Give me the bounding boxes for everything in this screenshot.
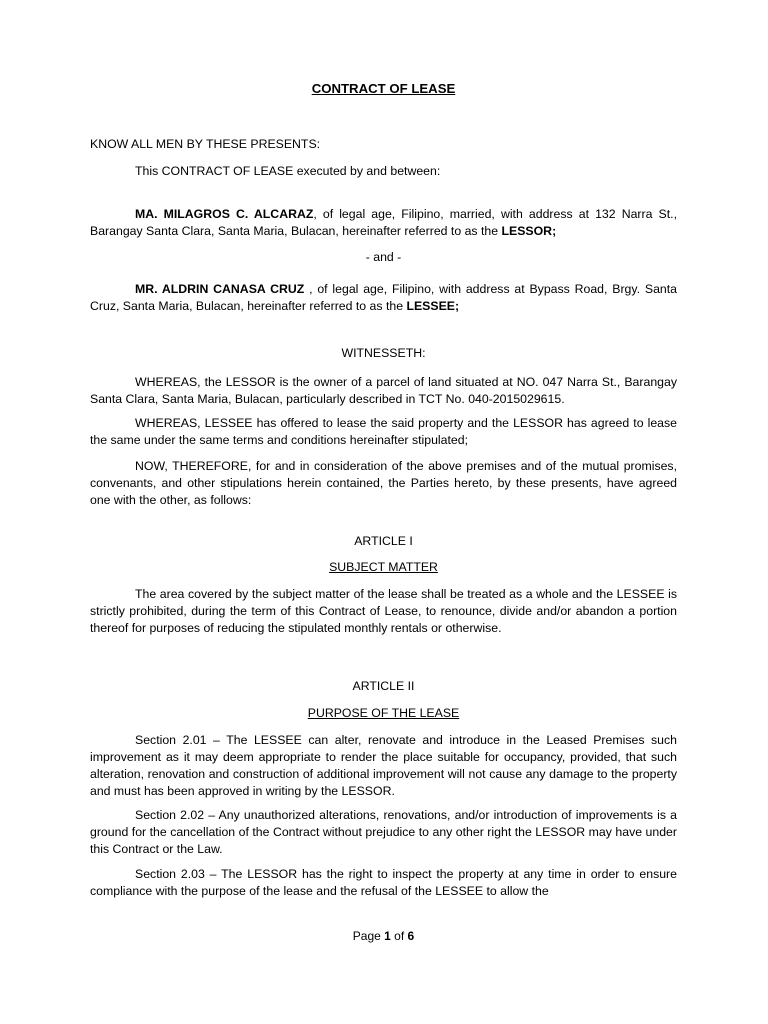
section-2-01-text: Section 2.01 – The LESSEE can alter, renovate and introduce in the Leased Premises such improvement as it may deem appropriate to render the place suitable for occupancy, provided, that such alteration, renovation and construction of additional improvement will not cause any damage to the property and must has been approved in writing by the LESSOR. — [90, 733, 677, 798]
section-2-03-paragraph — [90, 866, 677, 900]
document-title: CONTRACT OF LEASE — [311, 81, 456, 96]
whereas-2-text: WHEREAS, LESSEE has offered to lease the said property and the LESSOR has agreed to lease the same under the same terms and conditions hereinafter stipulated; — [90, 416, 677, 447]
whereas-paragraph-2 — [90, 415, 677, 449]
lessee-paragraph — [90, 281, 677, 315]
lessee-details: , of legal age, Filipino, with address at Bypass Road, Brgy. Santa Cruz, Santa Maria, Bulacan, hereinafter referred to as the — [90, 282, 677, 313]
article-1-label: ARTICLE I — [354, 534, 413, 548]
lessee-role: LESSEE; — [406, 299, 460, 313]
and-separator: - and - — [365, 250, 402, 264]
lessee-name: MR. ALDRIN CANASA CRUZ — [135, 282, 305, 296]
now-therefore-paragraph — [90, 458, 677, 509]
section-2-01-paragraph — [90, 732, 677, 800]
executed-line: This CONTRACT OF LEASE executed by and between: — [135, 164, 441, 178]
footer-page-word: Page — [352, 929, 381, 943]
now-therefore-text: NOW, THEREFORE, for and in consideration of the above premises and of the mutual promises, convenants, and other stipulations herein contained, the Parties hereto, by these presents, have agreed one with the other, as follows: — [90, 459, 677, 507]
article-1-heading: SUBJECT MATTER — [329, 560, 438, 574]
lessor-name: MA. MILAGROS C. ALCARAZ — [135, 207, 314, 221]
article-2-label: ARTICLE II — [352, 679, 415, 693]
page-footer — [90, 929, 677, 943]
lessor-paragraph — [90, 206, 677, 240]
section-2-03-text: Section 2.03 – The LESSOR has the right to inspect the property at any time in order to ensure compliance with the purpose of the lease and the refusal of the LESSEE to allow the — [90, 867, 677, 898]
witnesseth-heading: WITNESSETH: — [341, 346, 426, 360]
footer-of-word: of — [394, 929, 405, 943]
lessor-details: , of legal age, Filipino, married, with address at 132 Narra St., Barangay Santa Clara, Santa Maria, Bulacan, hereinafter referred to as the — [90, 207, 677, 238]
section-2-02-text: Section 2.02 – Any unauthorized alterations, renovations, and/or introduction of improvements is a ground for the cancellation of the Contract without prejudice to any other right the LESSOR may have under this Contract or the Law. — [90, 808, 677, 856]
whereas-paragraph-1 — [90, 374, 677, 408]
intro-line: KNOW ALL MEN BY THESE PRESENTS: — [90, 137, 321, 151]
section-2-02-paragraph — [90, 807, 677, 858]
article-1-text: The area covered by the subject matter of the lease shall be treated as a whole and the LESSEE is strictly prohibited, during the term of this Contract of Lease, to renounce, divide and/or abandon a portion thereof for purposes of reducing the stipulated monthly rentals or otherwise. — [90, 587, 677, 635]
whereas-1-text: WHEREAS, the LESSOR is the owner of a parcel of land situated at NO. 047 Narra St., Barangay Santa Clara, Santa Maria, Bulacan, particularly described in TCT No. 040-2015029615. — [90, 375, 677, 406]
footer-page-total: 6 — [407, 929, 415, 943]
article-1-paragraph — [90, 586, 677, 637]
footer-page-number: 1 — [384, 929, 391, 943]
article-2-heading: PURPOSE OF THE LEASE — [307, 706, 460, 720]
lessor-role: LESSOR; — [501, 224, 557, 238]
